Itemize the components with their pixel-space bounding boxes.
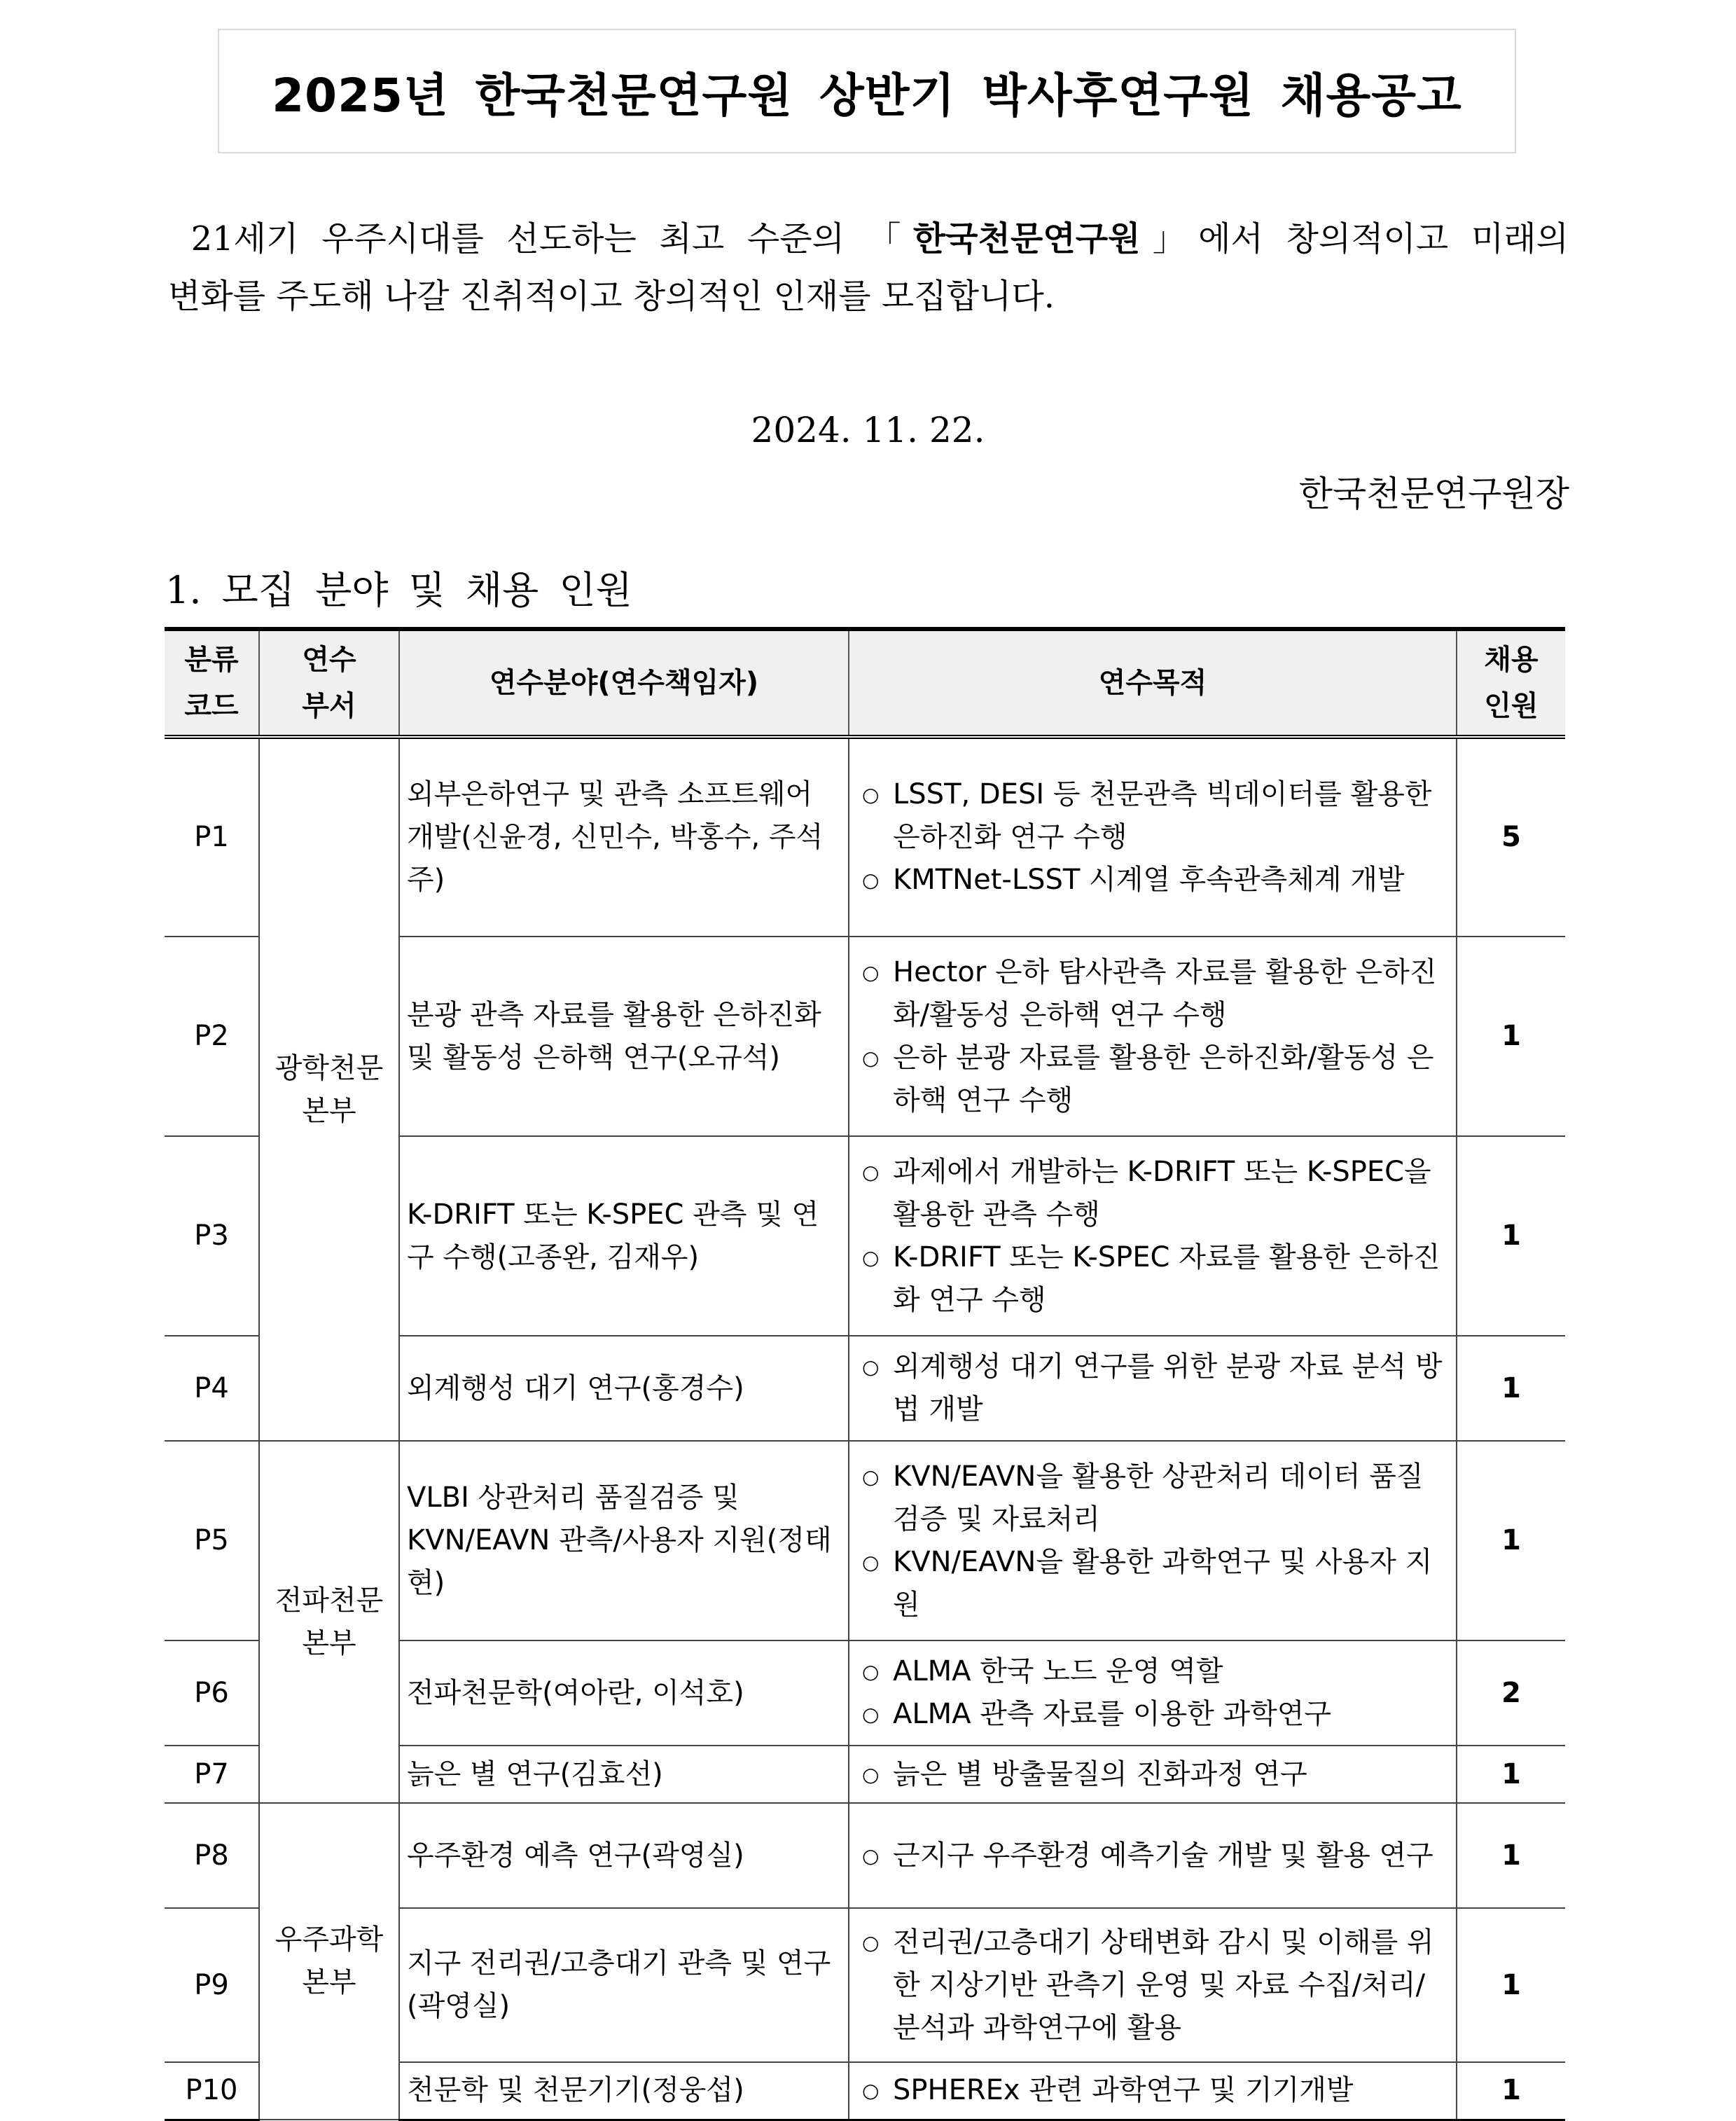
purpose-item [862, 1753, 1449, 1796]
row-code: P4 [165, 1336, 259, 1441]
header-department [259, 629, 399, 737]
table-header-row [165, 629, 1565, 737]
headcount-cell: 1 [1457, 1136, 1565, 1336]
headcount-cell: 1 [1457, 1441, 1565, 1640]
intro-line-2: 변화를 주도해 나갈 진취적이고 창의적인 인재를 모집합니다. [168, 277, 1055, 316]
department-name: 본부 [302, 1626, 356, 1659]
circle-bullet-icon: ○ [862, 1160, 880, 1184]
row-code: P3 [165, 1136, 259, 1336]
department-name: 광학천문 [275, 1051, 384, 1084]
table-row [165, 1441, 1565, 1640]
department-cell [259, 1803, 399, 2120]
circle-bullet-icon: ○ [862, 1660, 880, 1683]
field-cell: 늙은 별 연구(김효선) [399, 1746, 849, 1803]
field-cell: 우주환경 예측 연구(곽영실) [399, 1803, 849, 1908]
purpose-cell [849, 1441, 1457, 1640]
signer: 한국천문연구원장 [1298, 474, 1569, 514]
circle-bullet-icon: ○ [862, 1930, 880, 1954]
circle-bullet-icon: ○ [862, 1046, 880, 1070]
purpose-text: 외계행성 대기 연구를 위한 분광 자료 분석 방법 개발 [893, 1350, 1443, 1425]
field-cell: 외부은하연구 및 관측 소프트웨어 개발(신윤경, 신민수, 박홍수, 주석주) [399, 737, 849, 937]
intro-text: 」에서 창의적이고 미래의 [1140, 219, 1569, 258]
purpose-text: 늙은 별 방출물질의 진화과정 연구 [893, 1757, 1307, 1790]
circle-bullet-icon: ○ [862, 1465, 880, 1488]
section-heading: 1. 모집 분야 및 채용 인원 [165, 568, 632, 612]
purpose-item [862, 1037, 1449, 1122]
department-name: 본부 [302, 1966, 356, 1998]
header-field: 연수분야(연수책임자) [399, 629, 849, 737]
table-body [165, 737, 1565, 2120]
purpose-item [862, 1650, 1449, 1693]
field-cell: 천문학 및 천문기기(정웅섭) [399, 2062, 849, 2120]
header-count [1457, 629, 1565, 737]
header-text: 분류 [184, 644, 239, 676]
row-code: P6 [165, 1640, 259, 1746]
header-text: 연수 [302, 644, 356, 676]
purpose-item [862, 1693, 1449, 1736]
header-text: 부서 [302, 690, 356, 722]
circle-bullet-icon: ○ [862, 1355, 880, 1379]
row-code: P7 [165, 1746, 259, 1803]
purpose-item [862, 2069, 1449, 2112]
department-name: 본부 [302, 1094, 356, 1127]
intro-text: 21세기 우주시대를 선도하는 최고 수준의 「 [190, 219, 913, 258]
row-code: P2 [165, 937, 259, 1136]
field-cell: 전파천문학(여아란, 이석호) [399, 1640, 849, 1746]
purpose-text: 근지구 우주환경 예측기술 개발 및 활용 연구 [893, 1839, 1433, 1872]
purpose-item [862, 1346, 1449, 1431]
institute-name: 한국천문연구원 [912, 219, 1141, 258]
circle-bullet-icon: ○ [862, 783, 880, 806]
purpose-item [862, 1835, 1449, 1877]
headcount-cell: 1 [1457, 1803, 1565, 1908]
purpose-item [862, 1236, 1449, 1322]
row-code: P1 [165, 737, 259, 937]
circle-bullet-icon: ○ [862, 2079, 880, 2103]
field-cell: 외계행성 대기 연구(홍경수) [399, 1336, 849, 1441]
department-name: 우주과학 [275, 1923, 384, 1956]
intro-paragraph [168, 210, 1569, 325]
circle-bullet-icon: ○ [862, 1844, 880, 1867]
row-code: P5 [165, 1441, 259, 1640]
header-code [165, 629, 259, 737]
purpose-item [862, 951, 1449, 1037]
purpose-text: 전리권/고층대기 상태변화 감시 및 이해를 위한 지상기반 관측기 운영 및 자료 수집/처리/분석과 과학연구에 활용 [893, 1926, 1434, 2044]
header-text: 인원 [1484, 690, 1539, 722]
headcount-cell: 1 [1457, 1908, 1565, 2062]
purpose-item [862, 859, 1449, 901]
purpose-item [862, 1456, 1449, 1541]
row-code: P10 [165, 2062, 259, 2120]
purpose-text: 과제에서 개발하는 K-DRIFT 또는 K-SPEC을 활용한 관측 수행 [893, 1155, 1431, 1231]
table-row [165, 737, 1565, 937]
title-box [218, 29, 1516, 153]
circle-bullet-icon: ○ [862, 869, 880, 892]
field-cell: VLBI 상관처리 품질검증 및 KVN/EAVN 관측/사용자 지원(정태현) [399, 1441, 849, 1640]
circle-bullet-icon: ○ [862, 1703, 880, 1726]
purpose-text: 은하 분광 자료를 활용한 은하진화/활동성 은하핵 연구 수행 [893, 1041, 1434, 1117]
row-code: P9 [165, 1908, 259, 2062]
purpose-item [862, 773, 1449, 859]
purpose-cell [849, 1803, 1457, 1908]
purpose-cell [849, 737, 1457, 937]
circle-bullet-icon: ○ [862, 1762, 880, 1786]
purpose-item [862, 1151, 1449, 1236]
headcount-cell: 2 [1457, 1640, 1565, 1746]
row-code: P8 [165, 1803, 259, 1908]
purpose-text: ALMA 한국 노드 운영 역할 [893, 1655, 1223, 1687]
purpose-cell [849, 1336, 1457, 1441]
purpose-cell [849, 1908, 1457, 2062]
announcement-date: 2024. 11. 22. [751, 410, 985, 450]
purpose-text: KMTNet-LSST 시계열 후속관측체계 개발 [893, 864, 1405, 896]
headcount-cell: 5 [1457, 737, 1565, 937]
headcount-cell: 1 [1457, 2062, 1565, 2120]
field-cell: 지구 전리권/고층대기 관측 및 연구(곽영실) [399, 1908, 849, 2062]
purpose-cell [849, 2062, 1457, 2120]
headcount-cell: 1 [1457, 1746, 1565, 1803]
department-cell [259, 737, 399, 1441]
page-title: 2025년 한국천문연구원 상반기 박사후연구원 채용공고 [272, 68, 1462, 123]
purpose-text: KVN/EAVN을 활용한 과학연구 및 사용자 지원 [893, 1545, 1433, 1621]
circle-bullet-icon: ○ [862, 1245, 880, 1269]
department-name: 전파천문 [275, 1584, 384, 1617]
purpose-item [862, 1541, 1449, 1626]
field-cell: 분광 관측 자료를 활용한 은하진화 및 활동성 은하핵 연구(오규석) [399, 937, 849, 1136]
field-cell: K-DRIFT 또는 K-SPEC 관측 및 연구 수행(고종완, 김재우) [399, 1136, 849, 1336]
header-text: 채용 [1484, 644, 1539, 676]
table-row [165, 1803, 1565, 1908]
purpose-text: SPHEREx 관련 과학연구 및 기기개발 [893, 2074, 1354, 2107]
purpose-text: ALMA 관측 자료를 이용한 과학연구 [893, 1698, 1332, 1730]
headcount-cell: 1 [1457, 1336, 1565, 1441]
purpose-text: LSST, DESI 등 천문관측 빅데이터를 활용한 은하진화 연구 수행 [893, 778, 1432, 853]
purpose-text: Hector 은하 탐사관측 자료를 활용한 은하진화/활동성 은하핵 연구 수행 [893, 955, 1437, 1031]
purpose-cell [849, 1746, 1457, 1803]
header-text: 코드 [184, 690, 239, 722]
circle-bullet-icon: ○ [862, 960, 880, 984]
circle-bullet-icon: ○ [862, 1550, 880, 1574]
headcount-cell: 1 [1457, 937, 1565, 1136]
purpose-cell [849, 1136, 1457, 1336]
recruitment-table [165, 627, 1565, 2121]
purpose-cell [849, 1640, 1457, 1746]
header-purpose: 연수목적 [849, 629, 1457, 737]
department-cell [259, 1441, 399, 1803]
purpose-item [862, 1921, 1449, 2050]
purpose-text: K-DRIFT 또는 K-SPEC 자료를 활용한 은하진화 연구 수행 [893, 1241, 1440, 1316]
intro-line-1 [168, 210, 1569, 268]
purpose-cell [849, 937, 1457, 1136]
purpose-text: KVN/EAVN을 활용한 상관처리 데이터 품질 검증 및 자료처리 [893, 1460, 1424, 1535]
